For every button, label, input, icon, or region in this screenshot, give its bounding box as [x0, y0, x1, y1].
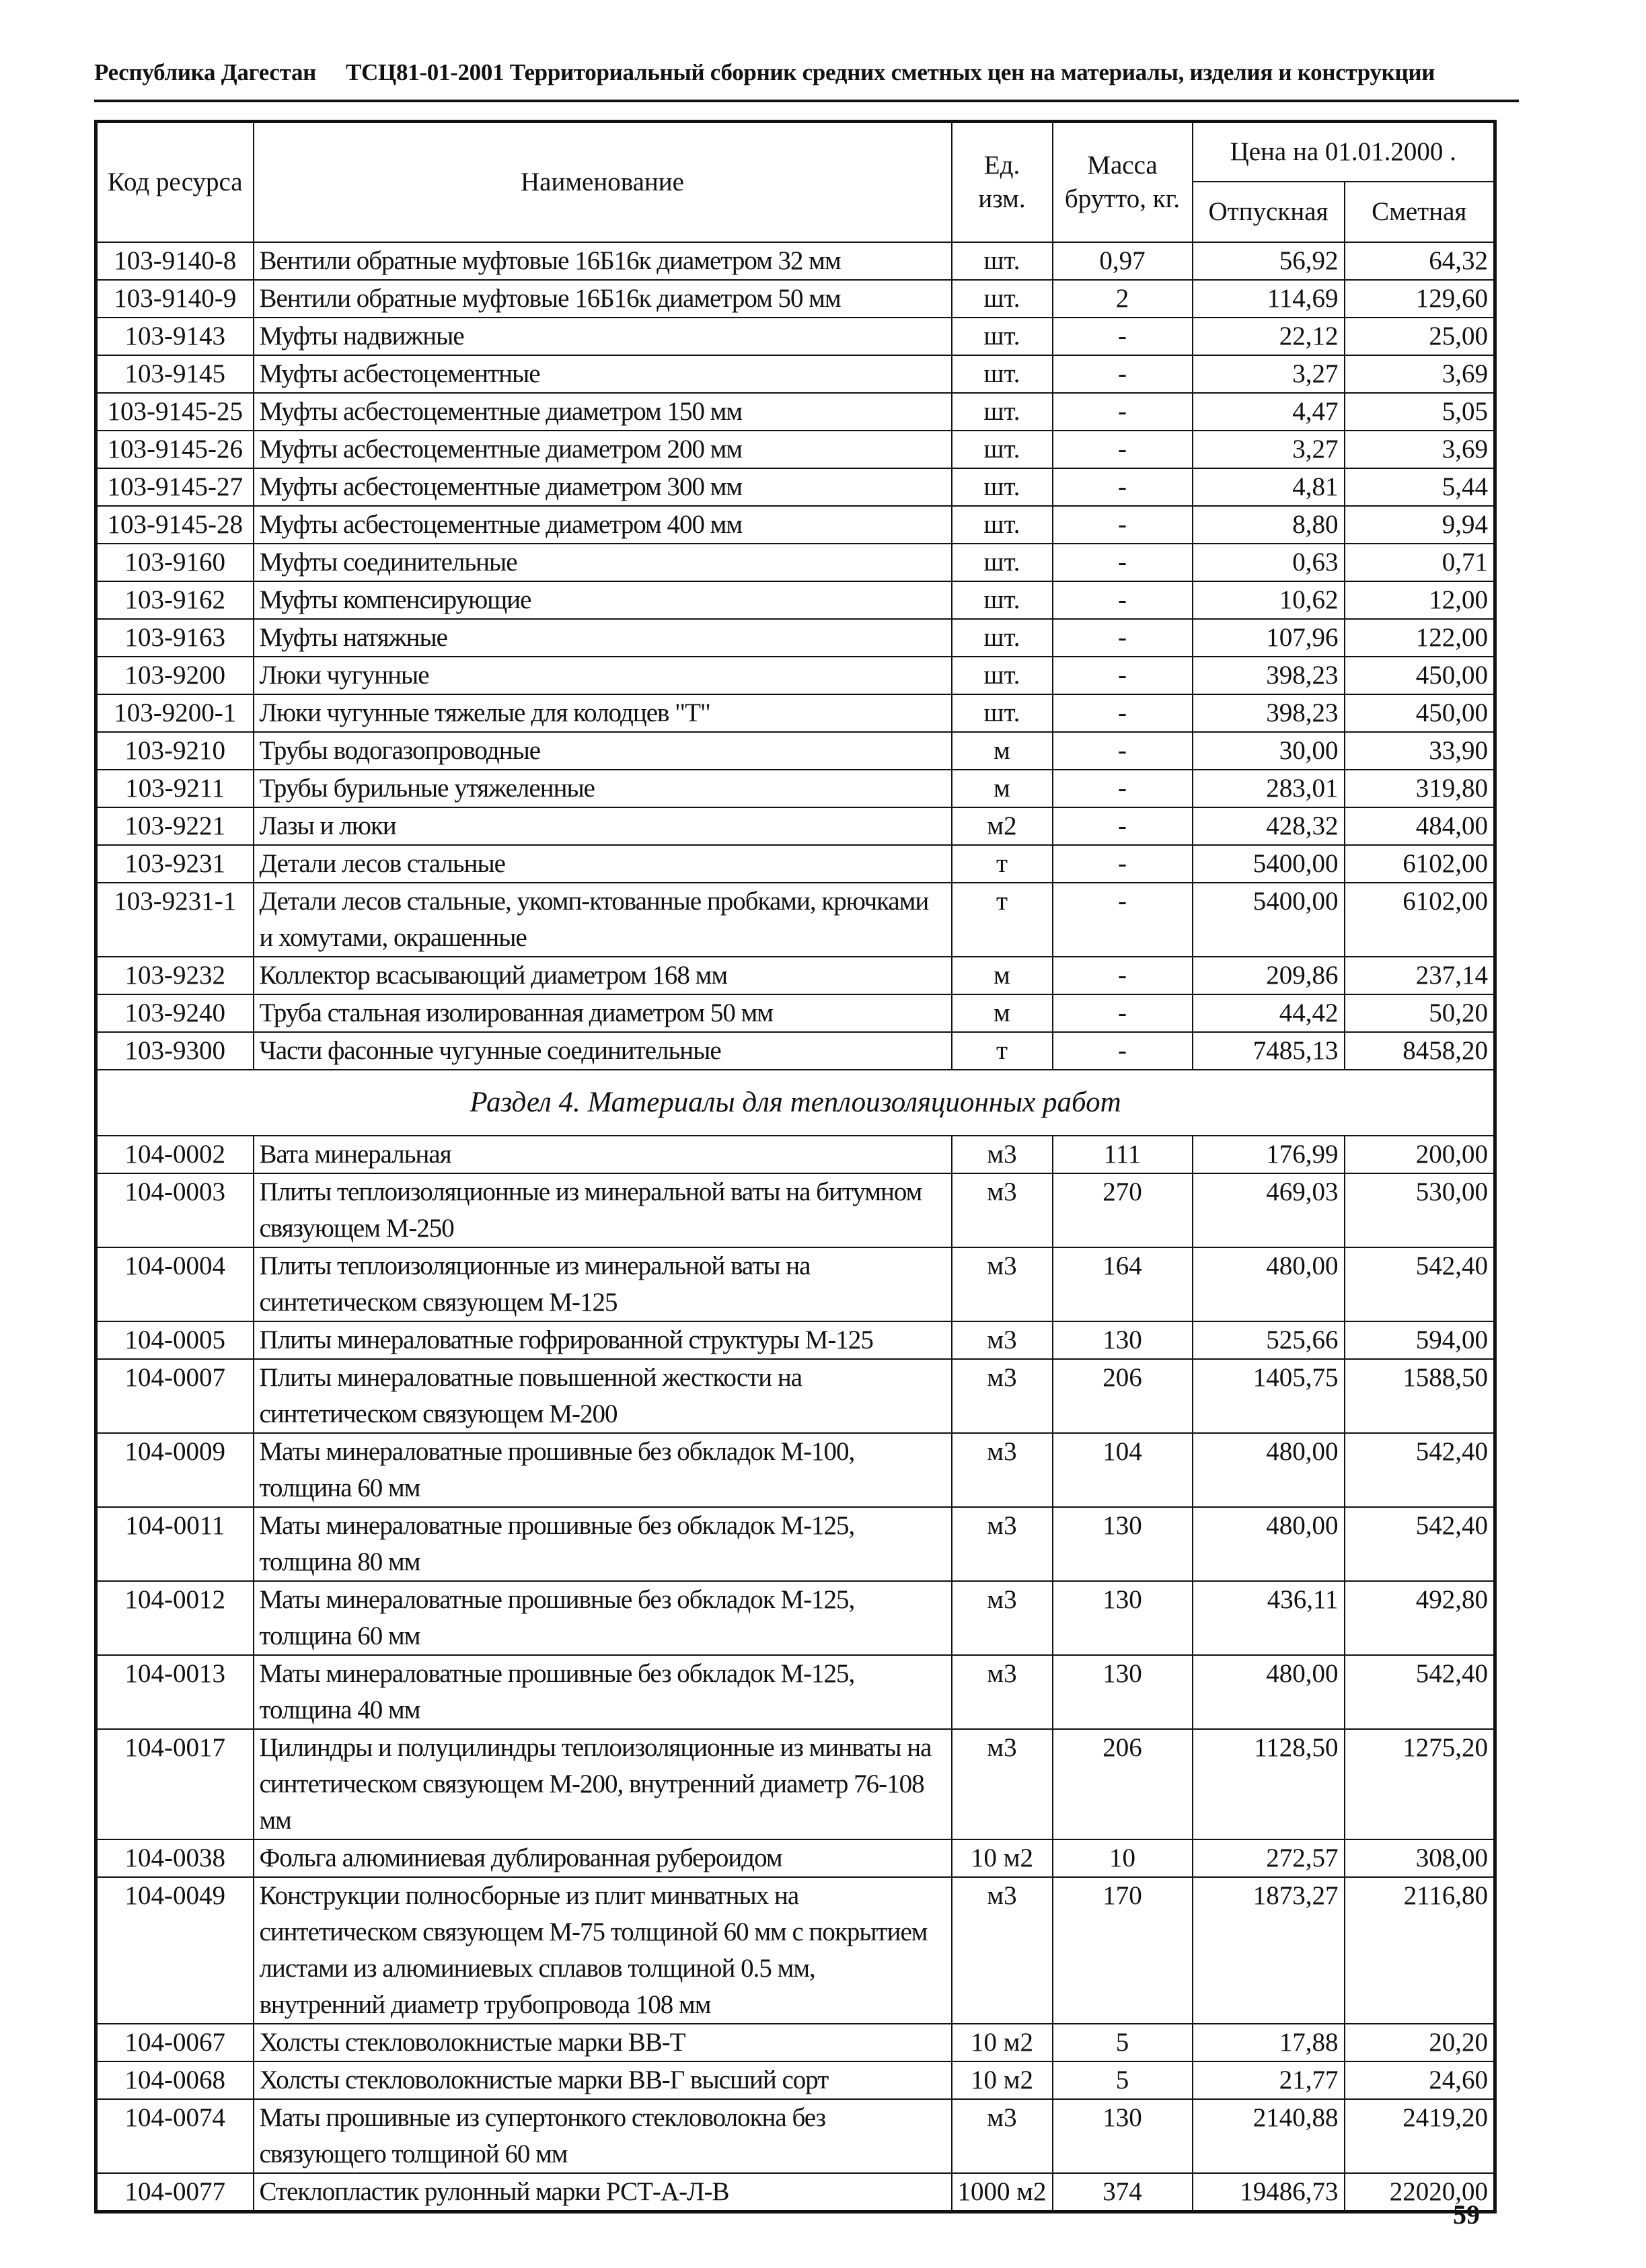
unit-of-measure: м3	[952, 1359, 1053, 1433]
table-row	[96, 1581, 1495, 1655]
resource-code: 103-9211	[96, 770, 254, 807]
resource-name: Цилиндры и полуцилиндры теплоизоляционные из минваты на синтетическом связующем М-200, внутренний диаметр 76-108 мм	[254, 1729, 952, 1839]
table-row	[96, 807, 1495, 845]
gross-mass: -	[1053, 732, 1193, 770]
release-price: 5400,00	[1193, 845, 1345, 883]
gross-mass: 111	[1053, 1136, 1193, 1173]
unit-of-measure: 10 м2	[952, 1839, 1053, 1877]
estimate-price: 542,40	[1345, 1507, 1495, 1581]
resource-code: 104-0012	[96, 1581, 254, 1655]
resource-code: 103-9145-26	[96, 431, 254, 468]
table-row	[96, 2099, 1495, 2173]
resource-code: 104-0074	[96, 2099, 254, 2173]
gross-mass: 2	[1053, 280, 1193, 318]
unit-of-measure: м3	[952, 1877, 1053, 2024]
estimate-price: 25,00	[1345, 318, 1495, 355]
unit-of-measure: 10 м2	[952, 2061, 1053, 2099]
resource-code: 103-9160	[96, 544, 254, 581]
resource-name: Маты минераловатные прошивные без обкладок М-125, толщина 80 мм	[254, 1507, 952, 1581]
gross-mass: 270	[1053, 1173, 1193, 1247]
resource-name: Конструкции полносборные из плит минватных на синтетическом связующем М-75 толщиной 60 мм с покрытием листами из алюминиевых сплавов толщиной 0.5 мм, внутренний диаметр трубопровода 108 мм	[254, 1877, 952, 2024]
estimate-price: 9,94	[1345, 506, 1495, 544]
release-price: 17,88	[1193, 2024, 1345, 2061]
resource-name: Холсты стекловолокнистые марки ВВ-Г высший сорт	[254, 2061, 952, 2099]
unit-of-measure: м3	[952, 1581, 1053, 1655]
page-number: 59	[1453, 2199, 1480, 2230]
estimate-price: 484,00	[1345, 807, 1495, 845]
estimate-price: 200,00	[1345, 1136, 1495, 1173]
gross-mass: -	[1053, 994, 1193, 1032]
estimate-price: 5,05	[1345, 393, 1495, 431]
resource-code: 104-0068	[96, 2061, 254, 2099]
unit-of-measure: шт.	[952, 506, 1053, 544]
estimate-price: 1588,50	[1345, 1359, 1495, 1433]
release-price: 10,62	[1193, 581, 1345, 619]
gross-mass: 130	[1053, 1581, 1193, 1655]
release-price: 21,77	[1193, 2061, 1345, 2099]
release-price: 107,96	[1193, 619, 1345, 657]
resource-name: Муфты асбестоцементные диаметром 150 мм	[254, 393, 952, 431]
resource-name: Лазы и люки	[254, 807, 952, 845]
estimate-price: 542,40	[1345, 1433, 1495, 1507]
gross-mass: 130	[1053, 1321, 1193, 1359]
resource-name: Детали лесов стальные	[254, 845, 952, 883]
unit-of-measure: т	[952, 883, 1053, 957]
header-rule	[94, 100, 1519, 102]
release-price: 1873,27	[1193, 1877, 1345, 2024]
unit-of-measure: шт.	[952, 694, 1053, 732]
release-price: 0,63	[1193, 544, 1345, 581]
resource-code: 103-9145-25	[96, 393, 254, 431]
estimate-price: 22020,00	[1345, 2173, 1495, 2212]
resource-code: 104-0005	[96, 1321, 254, 1359]
resource-name: Труба стальная изолированная диаметром 50 мм	[254, 994, 952, 1032]
unit-of-measure: м3	[952, 1247, 1053, 1321]
release-price: 525,66	[1193, 1321, 1345, 1359]
table-row	[96, 2024, 1495, 2061]
unit-of-measure: шт.	[952, 355, 1053, 393]
gross-mass: -	[1053, 1032, 1193, 1070]
resource-name: Маты минераловатные прошивные без обкладок М-125, толщина 60 мм	[254, 1581, 952, 1655]
table-row	[96, 883, 1495, 957]
gross-mass: -	[1053, 468, 1193, 506]
section-title: Раздел 4. Материалы для теплоизоляционных работ	[96, 1070, 1495, 1136]
release-price: 1405,75	[1193, 1359, 1345, 1433]
gross-mass: -	[1053, 883, 1193, 957]
unit-of-measure: м3	[952, 1729, 1053, 1839]
collection-title: ТСЦ81-01-2001 Территориальный сборник средних сметных цен на материалы, изделия и конструкции	[346, 59, 1435, 85]
resource-name: Плиты теплоизоляционные из минеральной ваты на битумном связующем М-250	[254, 1173, 952, 1247]
unit-of-measure: м3	[952, 1655, 1053, 1729]
resource-code: 104-0002	[96, 1136, 254, 1173]
gross-mass: 5	[1053, 2061, 1193, 2099]
gross-mass: -	[1053, 355, 1193, 393]
gross-mass: -	[1053, 694, 1193, 732]
rows-building-materials	[96, 242, 1495, 1070]
table-row	[96, 2061, 1495, 2099]
resource-name: Муфты асбестоцементные диаметром 300 мм	[254, 468, 952, 506]
release-price: 480,00	[1193, 1247, 1345, 1321]
estimate-price: 0,71	[1345, 544, 1495, 581]
estimate-price: 5,44	[1345, 468, 1495, 506]
resource-name: Плиты минераловатные гофрированной структуры М-125	[254, 1321, 952, 1359]
gross-mass: -	[1053, 957, 1193, 994]
estimate-price: 2419,20	[1345, 2099, 1495, 2173]
table-row	[96, 1032, 1495, 1070]
estimate-price: 8458,20	[1345, 1032, 1495, 1070]
unit-of-measure: м3	[952, 2099, 1053, 2173]
unit-of-measure: 10 м2	[952, 2024, 1053, 2061]
gross-mass: 130	[1053, 1507, 1193, 1581]
table-row	[96, 1359, 1495, 1433]
unit-of-measure: м3	[952, 1173, 1053, 1247]
estimate-price: 594,00	[1345, 1321, 1495, 1359]
gross-mass: 104	[1053, 1433, 1193, 1507]
table-row	[96, 468, 1495, 506]
estimate-price: 24,60	[1345, 2061, 1495, 2099]
estimate-price: 64,32	[1345, 242, 1495, 280]
estimate-price: 122,00	[1345, 619, 1495, 657]
table-row	[96, 431, 1495, 468]
rows-insulation-materials	[96, 1136, 1495, 2212]
estimate-price: 542,40	[1345, 1247, 1495, 1321]
release-price: 176,99	[1193, 1136, 1345, 1173]
unit-of-measure: м	[952, 770, 1053, 807]
resource-name: Детали лесов стальные, укомп-ктованные пробками, крючками и хомутами, окрашенные	[254, 883, 952, 957]
table-row	[96, 994, 1495, 1032]
resource-code: 103-9232	[96, 957, 254, 994]
table-row	[96, 1433, 1495, 1507]
release-price: 8,80	[1193, 506, 1345, 544]
resource-name: Маты минераловатные прошивные без обкладок М-100, толщина 60 мм	[254, 1433, 952, 1507]
resource-code: 103-9143	[96, 318, 254, 355]
unit-of-measure: шт.	[952, 431, 1053, 468]
table-row	[96, 694, 1495, 732]
estimate-price: 1275,20	[1345, 1729, 1495, 1839]
release-price: 3,27	[1193, 431, 1345, 468]
resource-code: 104-0067	[96, 2024, 254, 2061]
gross-mass: 206	[1053, 1729, 1193, 1839]
estimate-price: 530,00	[1345, 1173, 1495, 1247]
unit-of-measure: шт.	[952, 318, 1053, 355]
resource-name: Части фасонные чугунные соединительные	[254, 1032, 952, 1070]
release-price: 4,47	[1193, 393, 1345, 431]
unit-of-measure: м3	[952, 1136, 1053, 1173]
resource-name: Маты прошивные из супертонкого стекловолокна без связующего толщиной 60 мм	[254, 2099, 952, 2173]
estimate-price: 6102,00	[1345, 883, 1495, 957]
unit-of-measure: м	[952, 994, 1053, 1032]
gross-mass: -	[1053, 807, 1193, 845]
estimate-price: 50,20	[1345, 994, 1495, 1032]
table-row	[96, 732, 1495, 770]
resource-code: 103-9231	[96, 845, 254, 883]
resource-code: 103-9200	[96, 657, 254, 694]
resource-name: Трубы водогазопроводные	[254, 732, 952, 770]
resource-code: 103-9163	[96, 619, 254, 657]
table-row	[96, 845, 1495, 883]
gross-mass: -	[1053, 544, 1193, 581]
gross-mass: 130	[1053, 1655, 1193, 1729]
resource-code: 104-0013	[96, 1655, 254, 1729]
resource-code: 103-9162	[96, 581, 254, 619]
resource-name: Вентили обратные муфтовые 16Б16к диаметром 50 мм	[254, 280, 952, 318]
col-header-unit: Ед. изм.	[952, 122, 1053, 243]
release-price: 2140,88	[1193, 2099, 1345, 2173]
col-header-name: Наименование	[254, 122, 952, 243]
estimate-price: 3,69	[1345, 431, 1495, 468]
resource-code: 103-9210	[96, 732, 254, 770]
table-row	[96, 1247, 1495, 1321]
release-price: 283,01	[1193, 770, 1345, 807]
unit-of-measure: шт.	[952, 242, 1053, 280]
resource-code: 104-0011	[96, 1507, 254, 1581]
resource-code: 104-0003	[96, 1173, 254, 1247]
estimate-price: 2116,80	[1345, 1877, 1495, 2024]
table-row	[96, 1507, 1495, 1581]
resource-name: Муфты асбестоцементные диаметром 200 мм	[254, 431, 952, 468]
resource-name: Муфты асбестоцементные	[254, 355, 952, 393]
gross-mass: -	[1053, 393, 1193, 431]
release-price: 398,23	[1193, 657, 1345, 694]
unit-of-measure: шт.	[952, 581, 1053, 619]
gross-mass: -	[1053, 581, 1193, 619]
table-row	[96, 1655, 1495, 1729]
estimate-price: 319,80	[1345, 770, 1495, 807]
gross-mass: 374	[1053, 2173, 1193, 2212]
release-price: 480,00	[1193, 1507, 1345, 1581]
resource-code: 103-9145	[96, 355, 254, 393]
table-row	[96, 355, 1495, 393]
table-header	[96, 122, 1495, 243]
estimate-price: 492,80	[1345, 1581, 1495, 1655]
resource-code: 104-0049	[96, 1877, 254, 2024]
release-price: 30,00	[1193, 732, 1345, 770]
table-row	[96, 1729, 1495, 1839]
resource-name: Люки чугунные	[254, 657, 952, 694]
resource-code: 104-0038	[96, 1839, 254, 1877]
resource-name: Стеклопластик рулонный марки РСТ-А-Л-В	[254, 2173, 952, 2212]
unit-of-measure: м3	[952, 1321, 1053, 1359]
section-row	[96, 1070, 1495, 1136]
gross-mass: 130	[1053, 2099, 1193, 2173]
resource-name: Муфты соединительные	[254, 544, 952, 581]
gross-mass: 10	[1053, 1839, 1193, 1877]
region-name: Республика Дагестан	[94, 59, 317, 85]
resource-name: Холсты стекловолокнистые марки ВВ-Т	[254, 2024, 952, 2061]
resource-code: 104-0017	[96, 1729, 254, 1839]
estimate-price: 237,14	[1345, 957, 1495, 994]
release-price: 44,42	[1193, 994, 1345, 1032]
release-price: 5400,00	[1193, 883, 1345, 957]
estimate-price: 12,00	[1345, 581, 1495, 619]
release-price: 56,92	[1193, 242, 1345, 280]
unit-of-measure: т	[952, 845, 1053, 883]
estimate-price: 450,00	[1345, 657, 1495, 694]
table-row	[96, 581, 1495, 619]
unit-of-measure: м	[952, 732, 1053, 770]
resource-code: 103-9200-1	[96, 694, 254, 732]
release-price: 3,27	[1193, 355, 1345, 393]
unit-of-measure: шт.	[952, 657, 1053, 694]
resource-code: 104-0009	[96, 1433, 254, 1507]
table-row	[96, 544, 1495, 581]
estimate-price: 33,90	[1345, 732, 1495, 770]
unit-of-measure: м2	[952, 807, 1053, 845]
release-price: 436,11	[1193, 1581, 1345, 1655]
unit-of-measure: шт.	[952, 468, 1053, 506]
resource-name: Муфты натяжные	[254, 619, 952, 657]
resource-code: 103-9221	[96, 807, 254, 845]
estimate-price: 308,00	[1345, 1839, 1495, 1877]
unit-of-measure: шт.	[952, 619, 1053, 657]
table-row	[96, 1321, 1495, 1359]
estimate-price: 3,69	[1345, 355, 1495, 393]
resource-code: 103-9145-27	[96, 468, 254, 506]
col-header-code: Код ресурса	[96, 122, 254, 243]
col-header-estimate-price: Сметная	[1345, 182, 1495, 242]
resource-code: 103-9240	[96, 994, 254, 1032]
resource-code: 103-9231-1	[96, 883, 254, 957]
unit-of-measure: м	[952, 957, 1053, 994]
resource-code: 103-9140-8	[96, 242, 254, 280]
release-price: 209,86	[1193, 957, 1345, 994]
release-price: 7485,13	[1193, 1032, 1345, 1070]
resource-name: Фольга алюминиевая дублированная рубероидом	[254, 1839, 952, 1877]
release-price: 480,00	[1193, 1433, 1345, 1507]
gross-mass: 206	[1053, 1359, 1193, 1433]
resource-code: 103-9145-28	[96, 506, 254, 544]
unit-of-measure: шт.	[952, 280, 1053, 318]
unit-of-measure: 1000 м2	[952, 2173, 1053, 2212]
table-row	[96, 957, 1495, 994]
resource-name: Маты минераловатные прошивные без обкладок М-125, толщина 40 мм	[254, 1655, 952, 1729]
table-row	[96, 1136, 1495, 1173]
resource-name: Вентили обратные муфтовые 16Б16к диаметром 32 мм	[254, 242, 952, 280]
gross-mass: -	[1053, 619, 1193, 657]
resource-code: 104-0004	[96, 1247, 254, 1321]
gross-mass: 0,97	[1053, 242, 1193, 280]
unit-of-measure: шт.	[952, 544, 1053, 581]
table-row	[96, 280, 1495, 318]
resource-name: Муфты надвижные	[254, 318, 952, 355]
gross-mass: -	[1053, 506, 1193, 544]
table-row	[96, 318, 1495, 355]
release-price: 22,12	[1193, 318, 1345, 355]
gross-mass: 170	[1053, 1877, 1193, 2024]
resource-name: Коллектор всасывающий диаметром 168 мм	[254, 957, 952, 994]
col-header-mass: Масса брутто, кг.	[1053, 122, 1193, 243]
table-row	[96, 1839, 1495, 1877]
col-header-price: Цена на 01.01.2000 .	[1193, 122, 1495, 182]
table-row	[96, 657, 1495, 694]
price-table	[94, 120, 1497, 2214]
release-price: 428,32	[1193, 807, 1345, 845]
gross-mass: 164	[1053, 1247, 1193, 1321]
gross-mass: -	[1053, 431, 1193, 468]
gross-mass: 5	[1053, 2024, 1193, 2061]
resource-name: Вата минеральная	[254, 1136, 952, 1173]
release-price: 1128,50	[1193, 1729, 1345, 1839]
resource-name: Муфты компенсирующие	[254, 581, 952, 619]
resource-code: 104-0077	[96, 2173, 254, 2212]
gross-mass: -	[1053, 845, 1193, 883]
release-price: 4,81	[1193, 468, 1345, 506]
estimate-price: 542,40	[1345, 1655, 1495, 1729]
resource-name: Муфты асбестоцементные диаметром 400 мм	[254, 506, 952, 544]
table-row	[96, 1173, 1495, 1247]
release-price: 19486,73	[1193, 2173, 1345, 2212]
resource-code: 104-0007	[96, 1359, 254, 1433]
gross-mass: -	[1053, 770, 1193, 807]
table-row	[96, 393, 1495, 431]
resource-name: Плиты минераловатные повышенной жесткости на синтетическом связующем М-200	[254, 1359, 952, 1433]
table-row	[96, 1877, 1495, 2024]
col-header-release-price: Отпускная	[1193, 182, 1345, 242]
unit-of-measure: м3	[952, 1433, 1053, 1507]
resource-code: 103-9140-9	[96, 280, 254, 318]
table-row	[96, 506, 1495, 544]
release-price: 480,00	[1193, 1655, 1345, 1729]
table-row	[96, 770, 1495, 807]
unit-of-measure: шт.	[952, 393, 1053, 431]
estimate-price: 20,20	[1345, 2024, 1495, 2061]
release-price: 114,69	[1193, 280, 1345, 318]
unit-of-measure: т	[952, 1032, 1053, 1070]
estimate-price: 129,60	[1345, 280, 1495, 318]
unit-of-measure: м3	[952, 1507, 1053, 1581]
resource-name: Люки чугунные тяжелые для колодцев "Т"	[254, 694, 952, 732]
table-row	[96, 242, 1495, 280]
resource-name: Плиты теплоизоляционные из минеральной ваты на синтетическом связующем М-125	[254, 1247, 952, 1321]
gross-mass: -	[1053, 657, 1193, 694]
estimate-price: 6102,00	[1345, 845, 1495, 883]
resource-code: 103-9300	[96, 1032, 254, 1070]
section-row-group	[96, 1070, 1495, 1136]
running-header	[94, 59, 1520, 86]
release-price: 469,03	[1193, 1173, 1345, 1247]
gross-mass: -	[1053, 318, 1193, 355]
release-price: 272,57	[1193, 1839, 1345, 1877]
release-price: 398,23	[1193, 694, 1345, 732]
estimate-price: 450,00	[1345, 694, 1495, 732]
table-row	[96, 2173, 1495, 2212]
resource-name: Трубы бурильные утяжеленные	[254, 770, 952, 807]
table-row	[96, 619, 1495, 657]
